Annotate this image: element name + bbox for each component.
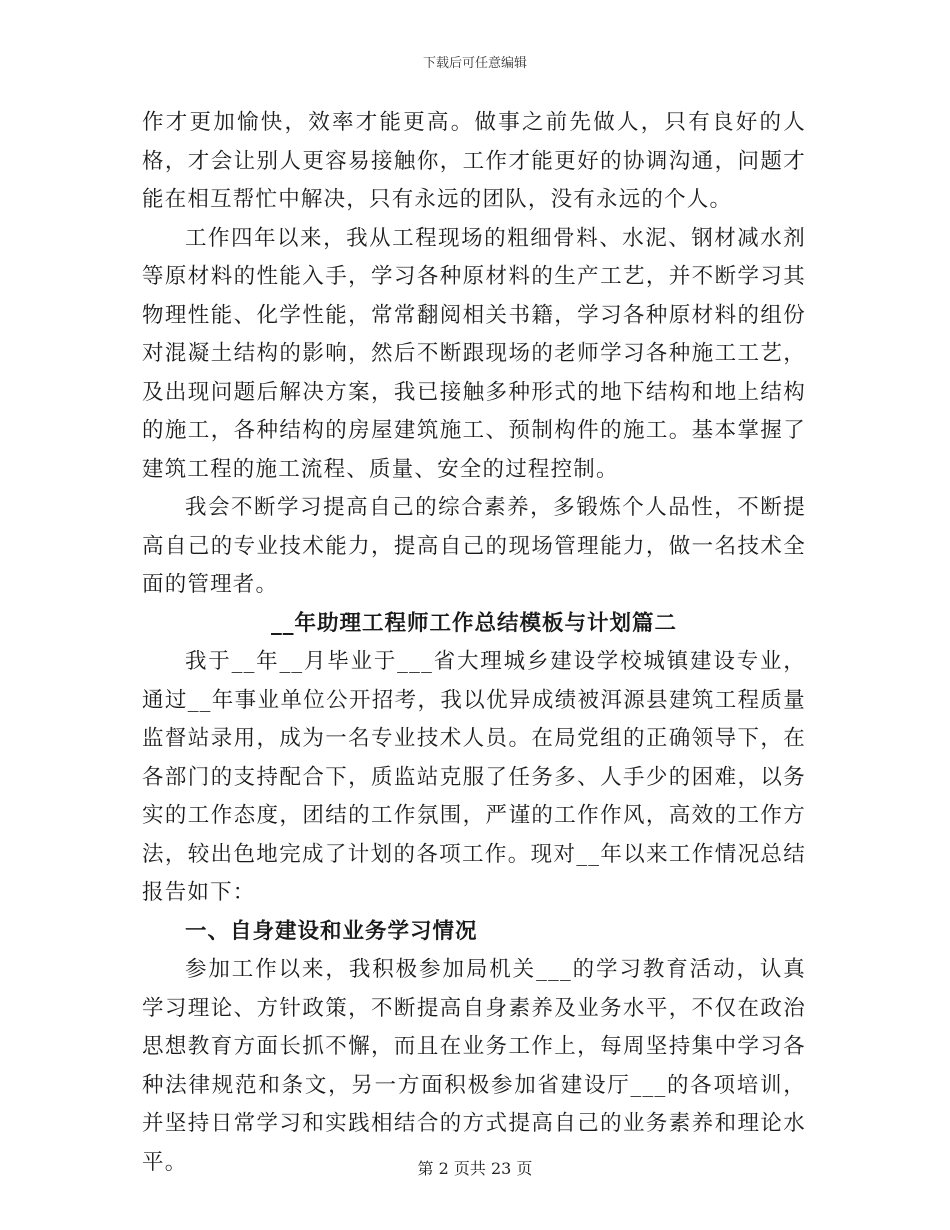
body-paragraph: 工作四年以来，我从工程现场的粗细骨料、水泥、钢材减水剂等原材料的性能入手，学习各种原材料的生产工艺，并不断学习其物理性能、化学性能，常常翻阅相关书籍，学习各种原材料的组份对混凝土结构的影响，然后不断跟现场的老师学习各种施工工艺，及出现问题后解决方案，我已接触多种形式的地下结构和地上结构的施工，各种结构的房屋建筑施工、预制构件的施工。基本掌握了建筑工程的施工流程、质量、安全的过程控制。: [142, 225, 806, 482]
document-body: [142, 104, 806, 1182]
body-paragraph: 我会不断学习提高自己的综合素养，多锻炼个人品性，不断提高自己的专业技术能力，提高自己的现场管理能力，做一名技术全面的管理者。: [142, 495, 806, 597]
section-subheading: 一、自身建设和业务学习情况: [185, 918, 478, 944]
body-paragraph: 参加工作以来，我积极参加局机关___的学习教育活动，认真学习理论、方针政策，不断提高自身素养及业务水平，不仅在政治思想教育方面长抓不懈，而且在业务工作上，每周坚持集中学习各种法律规范和条文，另一方面积极参加省建设厅___的各项培训，并坚持日常学习和实践相结合的方式提高自己的业务素养和理论水平。: [142, 957, 806, 1175]
body-paragraph: 作才更加愉快，效率才能更高。做事之前先做人，只有良好的人格，才会让别人更容易接触你，工作才能更好的协调沟通，问题才能在相互帮忙中解决，只有永远的团队，没有永远的个人。: [142, 110, 806, 212]
section-title: __年助理工程师工作总结模板与计划篇二: [270, 610, 677, 636]
page-header: 下载后可任意编辑: [422, 56, 527, 71]
page-footer: 第 2 页共 23 页: [417, 1159, 533, 1178]
body-paragraph: 我于__年__月毕业于___省大理城乡建设学校城镇建设专业，通过__年事业单位公开招考，我以优异成绩被洱源县建筑工程质量监督站录用，成为一名专业技术人员。在局党组的正确领导下，在各部门的支持配合下，质监站克服了任务多、人手少的困难，以务实的工作态度，团结的工作氛围，严谨的工作作风，高效的工作方法，较出色地完成了计划的各项工作。现对__年以来工作情况总结报告如下：: [142, 649, 806, 905]
